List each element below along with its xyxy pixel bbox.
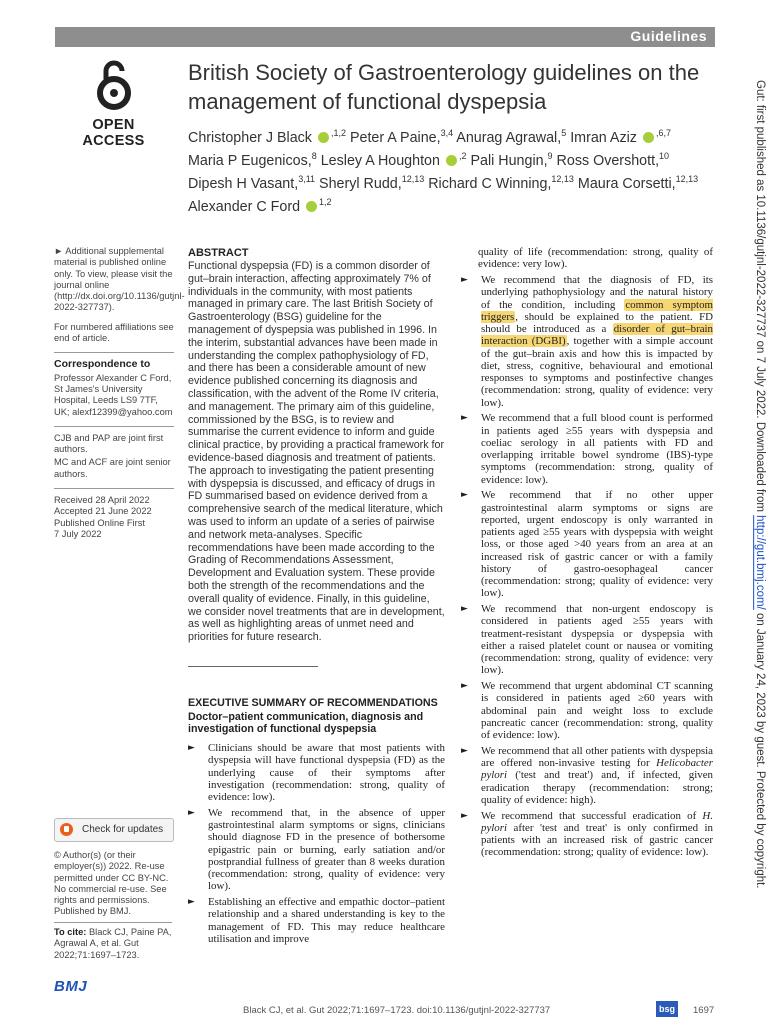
author-affiliation: 3,11 (298, 174, 316, 184)
footer-citation: Black CJ, et al. Gut 2022;71:1697–1723. doi:10.1136/gutjnl-2022-327737 (243, 1005, 551, 1016)
bullet-arrow-icon: ► (188, 897, 195, 907)
recommendation-item (188, 896, 445, 945)
bullet-arrow-icon: ► (461, 413, 468, 424)
open-access-label: OPEN ACCESS (82, 117, 145, 149)
recommendation-item (461, 745, 713, 806)
executive-subheading: Doctor–patient communication, diagnosis and investigation of functional dyspepsia (188, 710, 424, 735)
page-number: 1697 (693, 1005, 715, 1016)
check-for-updates-button[interactable] (54, 818, 174, 842)
author-affiliation: 8 (311, 151, 317, 161)
bullet-arrow-icon: ► (461, 810, 468, 821)
joint-first-note: CJB and PAP are joint first authors. (54, 426, 174, 456)
bullet-arrow-icon: ► (461, 275, 468, 285)
author-name: Ross Overshott, (556, 153, 660, 169)
supplemental-note: ► Additional supplemental material is published online only. To view, please visit the journal online (http://dx.doi.org/10.1136/gutjnl-2022-327737). (54, 246, 185, 313)
sidebar (54, 246, 185, 548)
recommendations-left-column (188, 742, 445, 949)
section-label: Guidelines (630, 28, 707, 44)
author-list (188, 127, 728, 219)
copyright-notice: © Author(s) (or their employer(s)) 2022. Re-use permitted under CC BY-NC. No commercial re-use. See rights and permissions. Published by BMJ. (54, 850, 169, 917)
correspondence-text: Professor Alexander C Ford, St James's University Hospital, Leeds LS9 7TF, UK; alexf12399@yahoo.com (54, 372, 173, 417)
article-dates (54, 488, 174, 540)
author-name: Richard C Winning, (428, 176, 552, 192)
author-affiliation: 3,4 (440, 128, 454, 138)
recommendation-text: Clinicians should be aware that most patients with dyspepsia will have functional dyspepsia (FD) as the underlying cause of their symptoms after investigation (recommendation: strong, quality of evidence: low). (208, 742, 445, 803)
author-name: Maura Corsetti, (577, 176, 676, 192)
recommendation-item (461, 274, 713, 409)
executive-summary-heading (188, 697, 450, 736)
author-affiliation: ,6,7 (655, 128, 671, 138)
download-watermark (754, 80, 766, 889)
section-divider (188, 666, 318, 667)
published-date: 7 July 2022 (54, 528, 102, 539)
check-for-updates-icon (60, 823, 73, 836)
recommendation-item (461, 810, 713, 859)
recommendation-item (188, 742, 445, 803)
orcid-icon[interactable] (446, 155, 457, 166)
rec-text-part: ('test and treat') and, if infected, given eradication therapy (recommendation: strong; quality of evidence: high). (481, 769, 713, 806)
author-affiliation: 12,13 (675, 174, 699, 184)
author-name: Christopher J Black (188, 130, 312, 146)
author-affiliation: ,2 (458, 151, 467, 161)
watermark-text: Gut: first published as 10.1136/gutjnl-2022-327737 on 7 July 2022. Downloaded from (754, 80, 766, 516)
bullet-arrow-icon: ► (461, 681, 468, 691)
author-affiliation: 12,13 (551, 174, 574, 184)
highlight-dgbi[interactable]: disorder of gut–brain interaction (DGBI) (481, 323, 713, 348)
recommendation-continuation: quality of life (recommendation: strong, quality of evidence: very low). (478, 246, 713, 271)
abstract-text: Functional dyspepsia (FD) is a common disorder of gut–brain interaction, affecting approximately 7% of individuals in the community, with most patients managed in primary care. The last British Society of Gastroenterology (BSG) guideline for the management of dyspepsia was published in 1996. In the interim, substantial advances have been made in understanding the complex pathophysiology of FD, and there has been a considerable amount of new evidence published concerning its diagnosis and classification, with the advent of the Rome IV criteria, and management. The primary aim of this guideline, commissioned by the BSG, is to review and summarise the current evidence to inform and guide clinical practice, by providing a practical framework for evidence-based diagnosis and treatment of patients. The approach to investigating the patient presenting with dyspepsia is discussed, and efficacy of drugs in FD summarised based on evidence derived from a comprehensive search of the medical literature, which was used to inform an update of a series of pairwise and network meta-analyses. Specific recommendations have been made according to the Grading of Recommendations Assessment, Development and Evaluation system. These provide both the strength of the recommendations and the overall quality of evidence. Finally, in this guideline, we consider novel treatments that are in development, as well as highlighting areas of unmet need and priorities for future research. (188, 260, 445, 644)
bullet-arrow-icon: ► (461, 745, 468, 756)
recommendation-item (461, 412, 713, 486)
author-affiliation: 5 (561, 128, 567, 138)
recommendation-text: We recommend that, in the absence of upper gastrointestinal alarm symptoms or signs, clinicians should diagnose FD in the presence of bothersome epigastric pain or burning, early satiation and/or postprandial fullness of greater than 8 weeks duration (recommendation: strong, quality of evidence: very low). (208, 806, 445, 893)
author-affiliation: ,1,2 (330, 128, 346, 138)
author-affiliation: 10 (659, 151, 670, 161)
orcid-icon[interactable] (318, 132, 329, 143)
rec-text-part: We recommend that successful eradication of (481, 809, 703, 822)
joint-senior-note: MC and ACF are joint senior authors. (54, 457, 171, 479)
rec-italic-term: Helicobacter pylori (481, 757, 713, 782)
orcid-icon[interactable] (306, 201, 317, 212)
citation-box (54, 922, 172, 961)
highlight-common-symptom-triggers[interactable]: common symptom triggers (481, 298, 713, 323)
recommendation-item (461, 489, 713, 599)
accepted-date: Accepted 21 June 2022 (54, 506, 152, 517)
article-title: British Society of Gastroenterology guidelines on the management of functional dyspepsia (188, 60, 700, 114)
author-name: Peter A Paine, (349, 130, 441, 146)
recommendations-right-column (461, 246, 713, 862)
bullet-arrow-icon: ► (461, 490, 468, 501)
section-banner (55, 27, 715, 47)
recommendation-item (461, 680, 713, 741)
author-name: Lesley A Houghton (320, 153, 440, 169)
rec-text-part: , should be explained to the patient. FD should be introduced as a (481, 310, 713, 335)
received-date: Received 28 April 2022 (54, 495, 150, 506)
author-affiliation: 1,2 (319, 197, 332, 207)
recommendation-text: We recommend that a full blood count is performed in patients aged ≥55 years with dyspepsia and coeliac serology in all patients with FD and overlapping irritable bowel syndrome (IBS)-type symptoms (recommendation: strong, quality of evidence: low). (481, 412, 713, 486)
open-access-lock-icon (94, 58, 134, 110)
affiliations-note: For numbered affiliations see end of article. (54, 321, 174, 344)
recommendation-text: We recommend that if no other upper gastrointestinal alarm symptoms or signs are reported, urgent endoscopy is only warranted in patients aged ≥55 years with dyspepsia with weight loss, or those aged >40 years from an area at an increased risk of gastric cancer or with a family history of gastro-oesophageal cancer (recommendation: strong; quality of evidence: very low). (481, 489, 713, 600)
recommendation-item (461, 603, 713, 677)
executive-heading: EXECUTIVE SUMMARY OF RECOMMENDATIONS (188, 697, 438, 709)
author-name: Imran Aziz (570, 130, 637, 146)
cite-text: Black CJ, Paine PA, Agrawal A, et al. Gut 2022;71:1697–1723. (54, 927, 172, 960)
rec-text-part: , together with a simple account of the gut–brain axis and how this is impacted by diet, stress, cognitive, behavioural and emotional responses to symptoms and postinfective changes (recommendation: strong, quality of evidence: very low). (481, 335, 713, 409)
rec-text-part: We recommend that the diagnosis of FD, its underlying pathophysiology and the natural history of the condition, including (481, 274, 713, 311)
recommendation-text: We recommend that urgent abdominal CT scanning is considered in patients aged ≥60 years with abdominal pain and weight loss to exclude pancreatic cancer (recommendation: strong, quality of evidence: low). (481, 680, 713, 741)
bullet-arrow-icon: ► (188, 743, 195, 753)
author-name: Dipesh H Vasant, (188, 176, 299, 192)
published-online: Published Online First (54, 517, 145, 528)
abstract-heading: ABSTRACT (188, 247, 249, 259)
correspondence-heading: Correspondence to (54, 352, 174, 370)
open-access-badge (66, 58, 161, 149)
orcid-icon[interactable] (643, 132, 654, 143)
recommendation-text: We recommend that non-urgent endoscopy is considered in patients aged ≥55 years with treatment-resistant dyspepsia or dyspepsia with either a raised platelet count or nausea or vomiting (recommendation: strong, quality of evidence: very low). (481, 603, 713, 677)
watermark-text: on January 24, 2023 by guest. Protected by copyright. (754, 609, 766, 889)
cite-label: To cite: (54, 927, 87, 937)
rec-italic-term: H. pylori (481, 809, 713, 834)
bsg-logo: bsg (656, 1001, 678, 1017)
author-name: Anurag Agrawal, (456, 130, 562, 146)
author-name: Maria P Eugenicos, (188, 153, 312, 169)
author-name: Alexander C Ford (188, 199, 301, 215)
recommendation-item (188, 807, 445, 893)
gut-bmj-link[interactable]: http://gut.bmj.com/ (754, 515, 766, 610)
bullet-arrow-icon: ► (461, 604, 468, 614)
check-for-updates-label: Check for updates (82, 824, 164, 835)
author-name: Sheryl Rudd, (319, 176, 402, 192)
bullet-arrow-icon: ► (188, 807, 195, 818)
bmj-logo: BMJ (54, 978, 88, 995)
recommendation-text: Establishing an effective and empathic doctor–patient relationship and a shared understanding is key to the management of FD. This may reduce healthcare utilisation and improve (208, 896, 445, 945)
author-name: Pali Hungin, (470, 153, 548, 169)
rec-text-part: after 'test and treat' is only confirmed in patients with an increased risk of gastric cancer (recommendation: strong; quality of evidence: low). (481, 821, 713, 859)
rec-text-part: We recommend that all other patients with dyspepsia are offered non-invasive testing for (481, 744, 713, 769)
author-affiliation: 9 (547, 151, 553, 161)
author-affiliation: 12,13 (401, 174, 425, 184)
